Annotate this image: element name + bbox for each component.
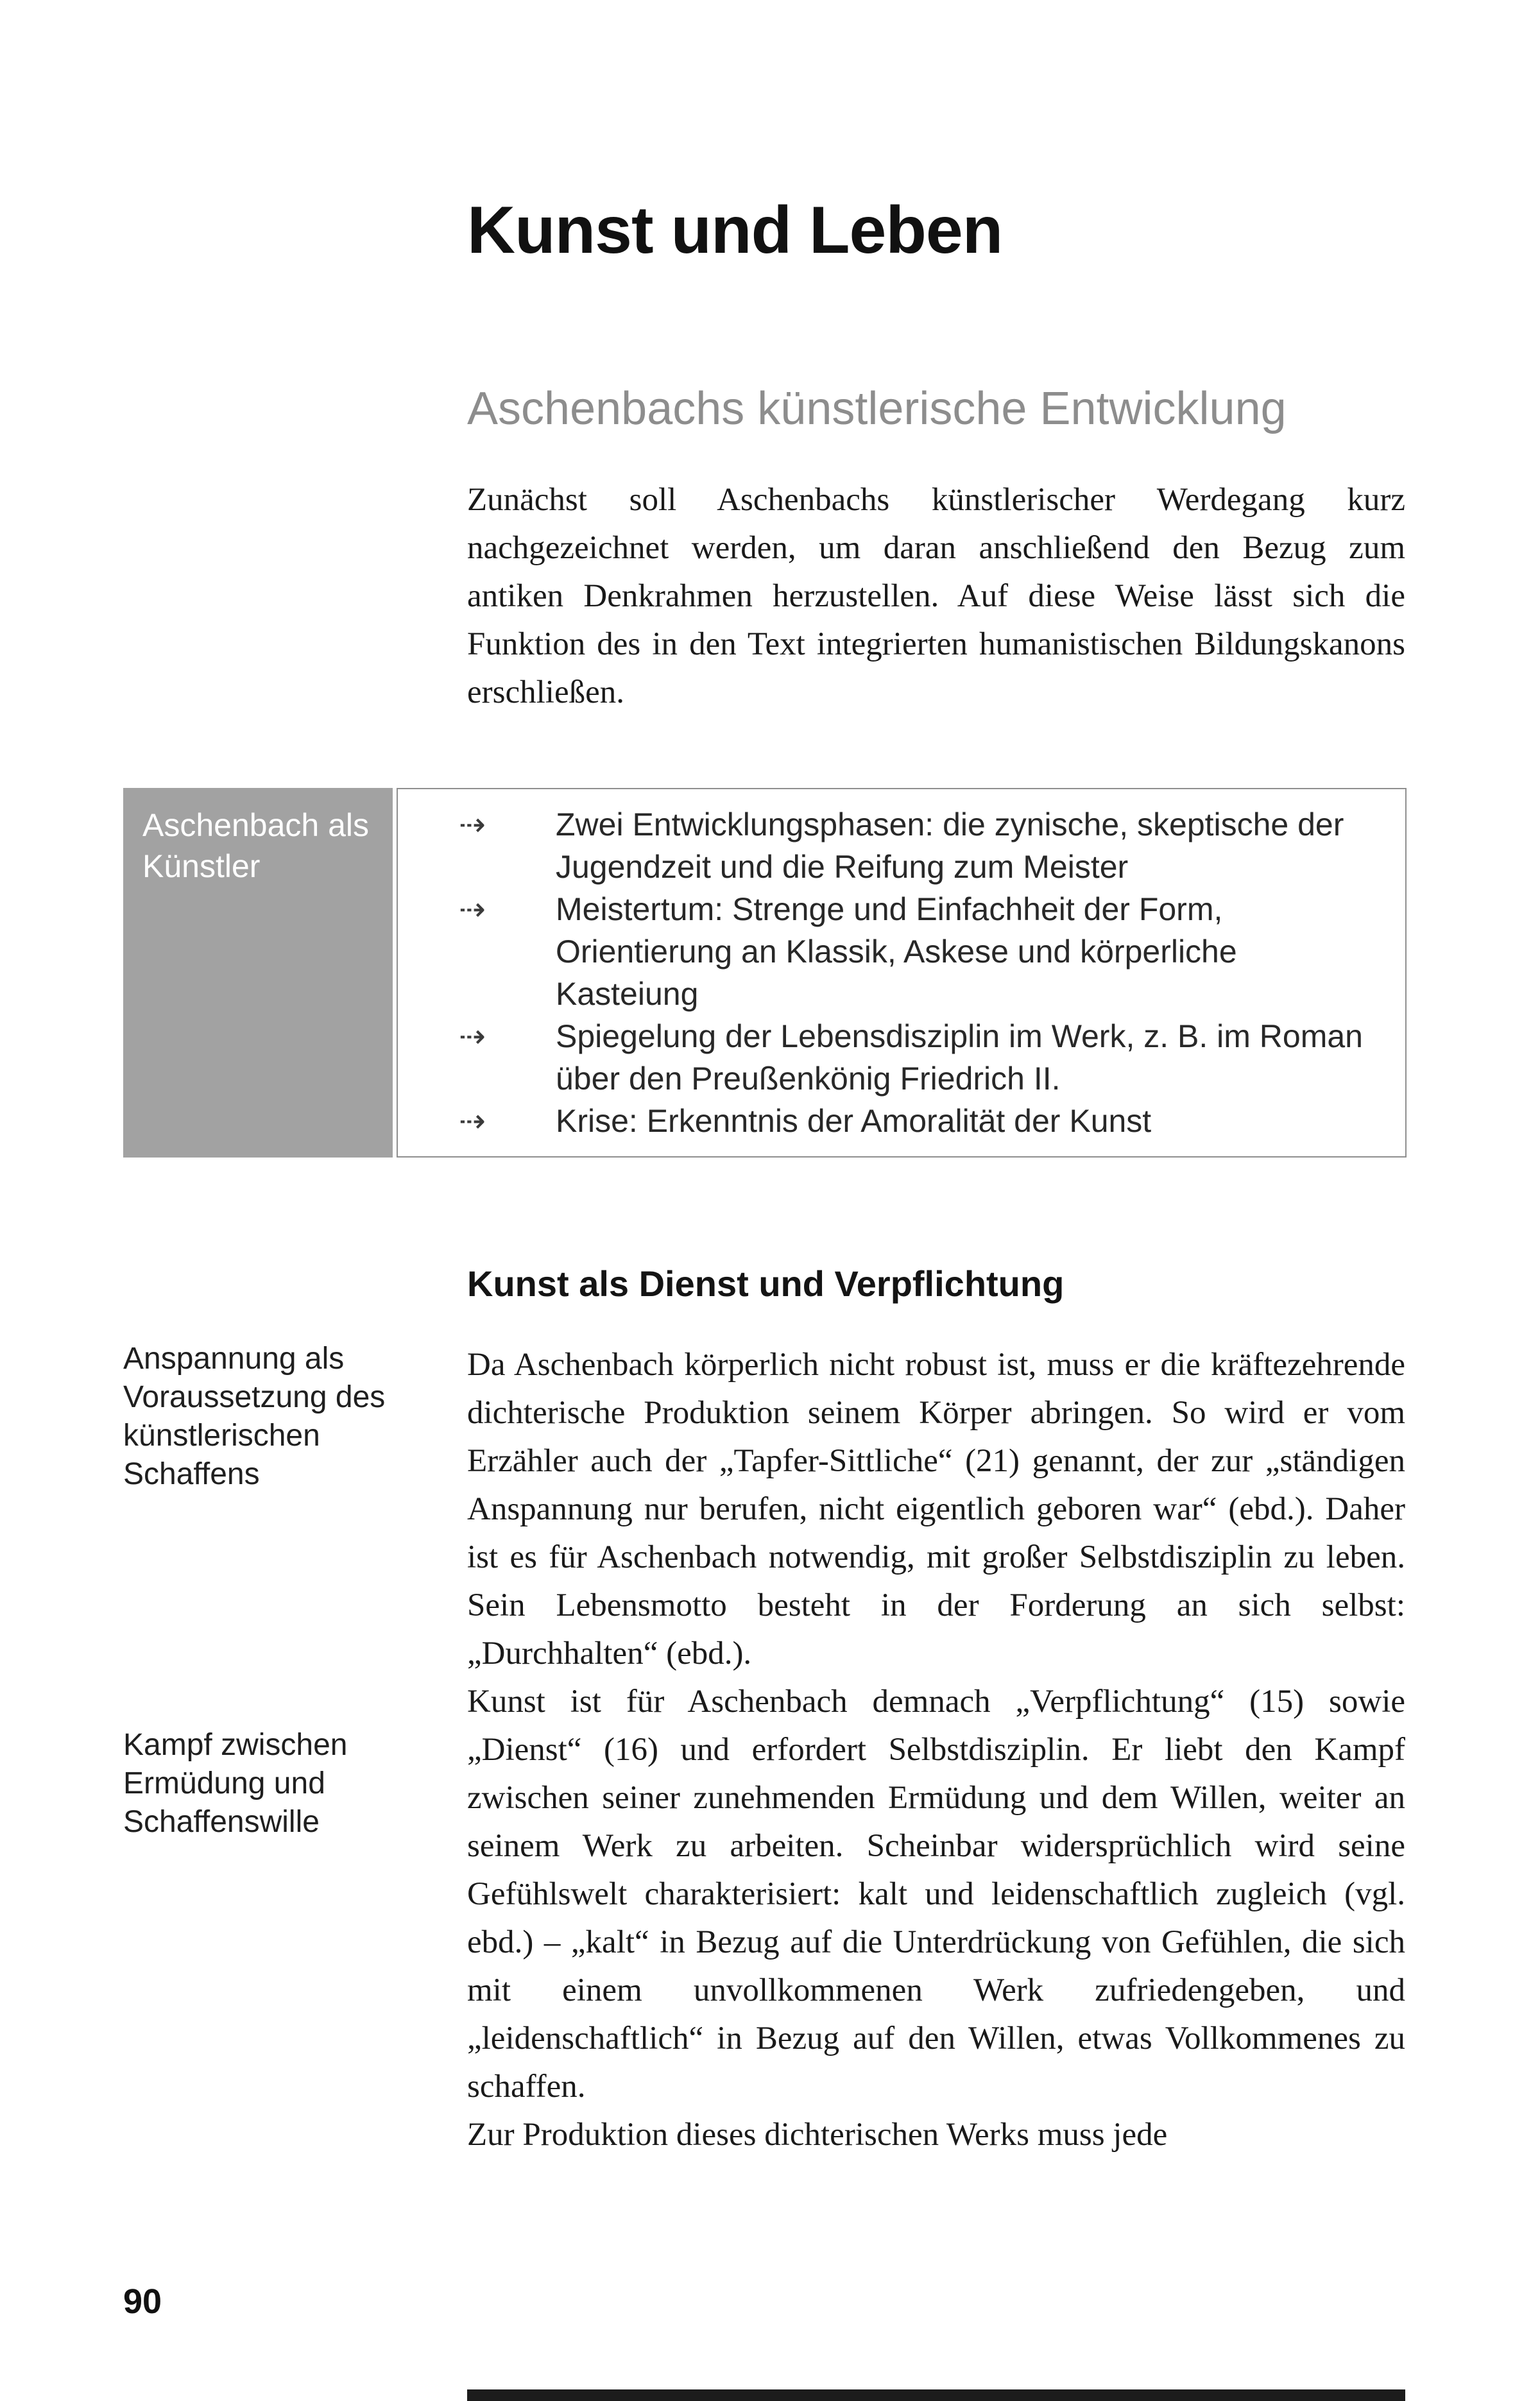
infobox-list bbox=[397, 788, 1407, 1158]
infobox-item-text: Krise: Erkenntnis der Amoralität der Kunst bbox=[556, 1103, 1152, 1139]
margin-label-aschenbach-als-kuenstler: Aschenbach als Künstler bbox=[123, 788, 393, 1158]
dashed-arrow-icon: ⇢ bbox=[459, 1103, 486, 1139]
dashed-arrow-icon: ⇢ bbox=[459, 891, 486, 927]
body-paragraph: Kunst ist für Aschenbach demnach „Verpflichtung“ (15) sowie „Dienst“ (16) und erfordert Selbstdisziplin. Er liebt den Kampf zwischen seiner zunehmenden Ermüdung und dem Willen, weiter an seinem Werk zu arbeiten. Scheinbar widersprüchlich wird seine Gefühlswelt charakterisiert: kalt und leidenschaftlich zugleich (vgl. ebd.) – „kalt“ in Bezug auf die Unterdrückung von Gefühlen, die sich mit einem unvollkommenen Werk zufriedengeben, und „leidenschaftlich“ in Bezug auf den Willen, etwas Vollkommenes zu schaffen. bbox=[467, 1684, 1405, 2105]
infobox-item bbox=[398, 803, 1386, 888]
margin-note-kampf: Kampf zwischen Ermüdung und Schaffenswille bbox=[123, 1728, 348, 1839]
infobox-item bbox=[398, 1100, 1386, 1142]
dashed-arrow-icon: ⇢ bbox=[459, 807, 486, 842]
subsection-heading: Kunst als Dienst und Verpflichtung bbox=[467, 1263, 1065, 1304]
infobox-item bbox=[398, 888, 1386, 1015]
page-bottom-edge bbox=[467, 2389, 1405, 2401]
body-paragraph: Da Aschenbach körperlich nicht robust ist, muss er die kräftezehrende dichterische Produktion seinem Körper abringen. So wird er vom Erzähler auch der „Tapfer-Sittliche“ (21) genannt, der zur „ständigen Anspannung nur berufen, nicht eigentlich geboren war“ (ebd.). Daher ist es für Aschenbach notwendig, mit großer Selbstdisziplin zu leben. Sein Lebensmotto besteht in der Forderung an sich selbst: „Durchhalten“ (ebd.). bbox=[467, 1347, 1405, 1671]
dashed-arrow-icon: ⇢ bbox=[459, 1018, 486, 1054]
infobox-item bbox=[398, 1015, 1386, 1100]
body-text-column bbox=[467, 1341, 1405, 2159]
body-paragraph: Zur Produktion dieses dichterischen Werks muss jede bbox=[467, 2117, 1168, 2153]
infobox bbox=[123, 788, 1407, 1158]
section-heading: Aschenbachs künstlerische Entwicklung bbox=[467, 383, 1287, 434]
infobox-item-text: Meistertum: Strenge und Einfachheit der Form, Orientierung an Klassik, Askese und körperliche Kasteiung bbox=[556, 891, 1237, 1012]
page-title: Kunst und Leben bbox=[467, 193, 1003, 268]
infobox-item-text: Zwei Entwicklungsphasen: die zynische, skeptische der Jugendzeit und die Reifung zum Meister bbox=[556, 807, 1344, 885]
infobox-item-text: Spiegelung der Lebensdisziplin im Werk, z. B. im Roman über den Preußenkönig Friedrich II. bbox=[556, 1018, 1363, 1097]
intro-paragraph: Zunächst soll Aschenbachs künstlerischer Werdegang kurz nachgezeichnet werden, um daran anschließend den Bezug zum antiken Denkrahmen herzustellen. Auf diese Weise lässt sich die Funktion des in den Text integrierten humanistischen Bildungskanons erschließen. bbox=[467, 482, 1405, 710]
page-number: 90 bbox=[123, 2282, 162, 2321]
margin-note-anspannung: Anspannung als Voraussetzung des künstlerischen Schaffens bbox=[123, 1342, 386, 1491]
